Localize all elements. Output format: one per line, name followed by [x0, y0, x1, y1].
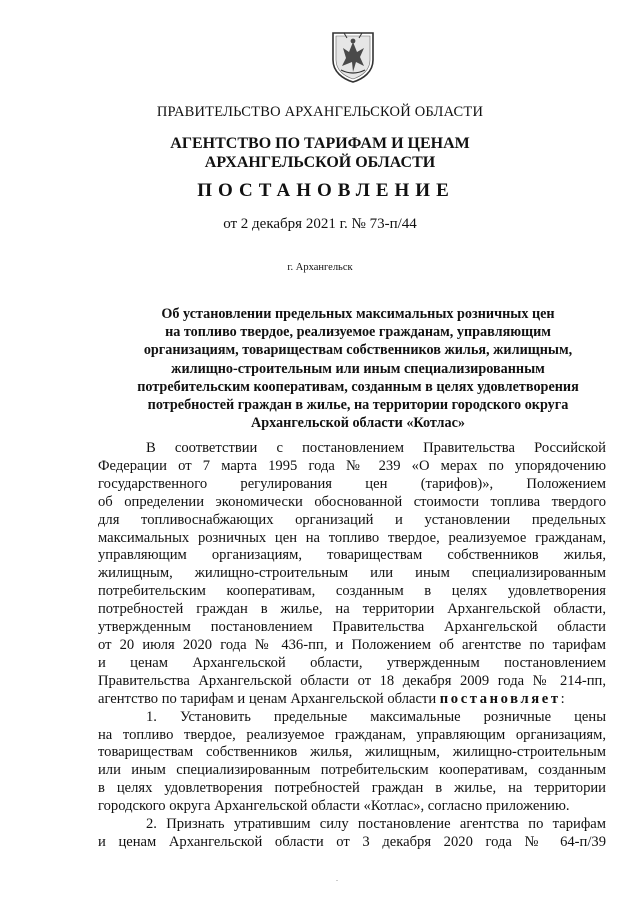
body-line: управляющим организациям, товариществам собственников жилья,	[98, 547, 606, 564]
resolves-line	[98, 691, 606, 709]
body-line: потребительским кооперативам, созданным в целях удовлетворения	[98, 583, 606, 600]
body-line: В соответствии с постановлением Правительства Российской	[146, 440, 606, 456]
item-line: в целях удовлетворения потребностей граждан в жилье, на территории	[98, 780, 606, 797]
subject-line: организациям, товариществам собственников жилья, жилищным,	[143, 342, 573, 359]
subject-line: на топливо твердое, реализуемое гражданам, управляющим	[165, 324, 551, 341]
item-line: 2. Признать утратившим силу постановление агентства по тарифам	[146, 816, 606, 833]
document-body	[98, 440, 606, 852]
body-line: потребностей граждан в жилье, на территории Архангельской области,	[98, 601, 606, 618]
body-line: Правительства Архангельской области от 18 декабря 2009 года № 214-пп,	[98, 672, 606, 689]
body-line: для топливоснабжающих организаций и установлении предельных	[98, 511, 606, 528]
page-mark	[336, 880, 338, 881]
document-date-number: от 2 декабря 2021 г. № 73-п/44	[223, 216, 417, 232]
item-line: городского округа Архангельской области «Котлас», согласно приложению.	[98, 798, 570, 815]
item-line: товариществам собственников жилья, жилищным, жилищно-строительным	[98, 744, 606, 761]
resolves-word: постановляет	[439, 690, 561, 707]
body-line: Федерации от 7 марта 1995 года № 239 «О мерах по упорядочению	[98, 457, 606, 474]
subject-line: потребительским кооперативам, созданным в целях удовлетворения	[137, 378, 579, 395]
body-line: утвержденным постановлением Правительства Архангельской области	[98, 619, 606, 636]
item-line: и ценам Архангельской области от 3 декабря 2020 года № 64-п/39	[98, 833, 606, 850]
resolves-suffix: :	[560, 690, 565, 707]
body-line: об определении экономически обоснованной стоимости топлива твердого	[98, 493, 606, 510]
subject-line: Архангельской области «Котлас»	[251, 415, 465, 432]
subject-line: Об установлении предельных максимальных розничных цен	[161, 306, 555, 322]
coat-of-arms-icon	[330, 30, 376, 84]
body-line: государственного регулирования цен (тарифов)», Положением	[98, 475, 606, 492]
agency-name-line: АРХАНГЕЛЬСКОЙ ОБЛАСТИ	[204, 154, 436, 171]
body-line: и ценам Архангельской области, утвержденным постановлением	[98, 654, 606, 671]
subject-line: потребностей граждан в жилье, на территории городского округа	[147, 397, 569, 414]
subject-line: жилищно-строительным или иным специализированным	[171, 360, 545, 377]
document-type: ПОСТАНОВЛЕНИЕ	[197, 180, 455, 201]
document-subject	[98, 305, 618, 432]
government-name: ПРАВИТЕЛЬСТВО АРХАНГЕЛЬСКОЙ ОБЛАСТИ	[156, 104, 484, 120]
resolves-prefix: агентство по тарифам и ценам Архангельской области	[98, 690, 440, 707]
item-line: или иным специализированным потребительским кооперативам, созданным	[98, 762, 606, 779]
item-line: 1. Установить предельные максимальные розничные цены	[146, 708, 606, 725]
body-line: от 20 июля 2020 года № 436-пп, и Положением об агентстве по тарифам	[98, 636, 606, 653]
body-line: максимальных розничных цен на топливо твердое, реализуемое гражданам,	[98, 529, 606, 546]
agency-name-line: АГЕНТСТВО ПО ТАРИФАМ И ЦЕНАМ	[170, 135, 470, 152]
agency-name	[0, 134, 640, 172]
body-line: жилищным, жилищно-строительным или иным специализированным	[98, 565, 606, 582]
item-line: на топливо твердое, реализуемое гражданам, управляющим организациям,	[98, 726, 606, 743]
document-city: г. Архангельск	[287, 262, 353, 273]
